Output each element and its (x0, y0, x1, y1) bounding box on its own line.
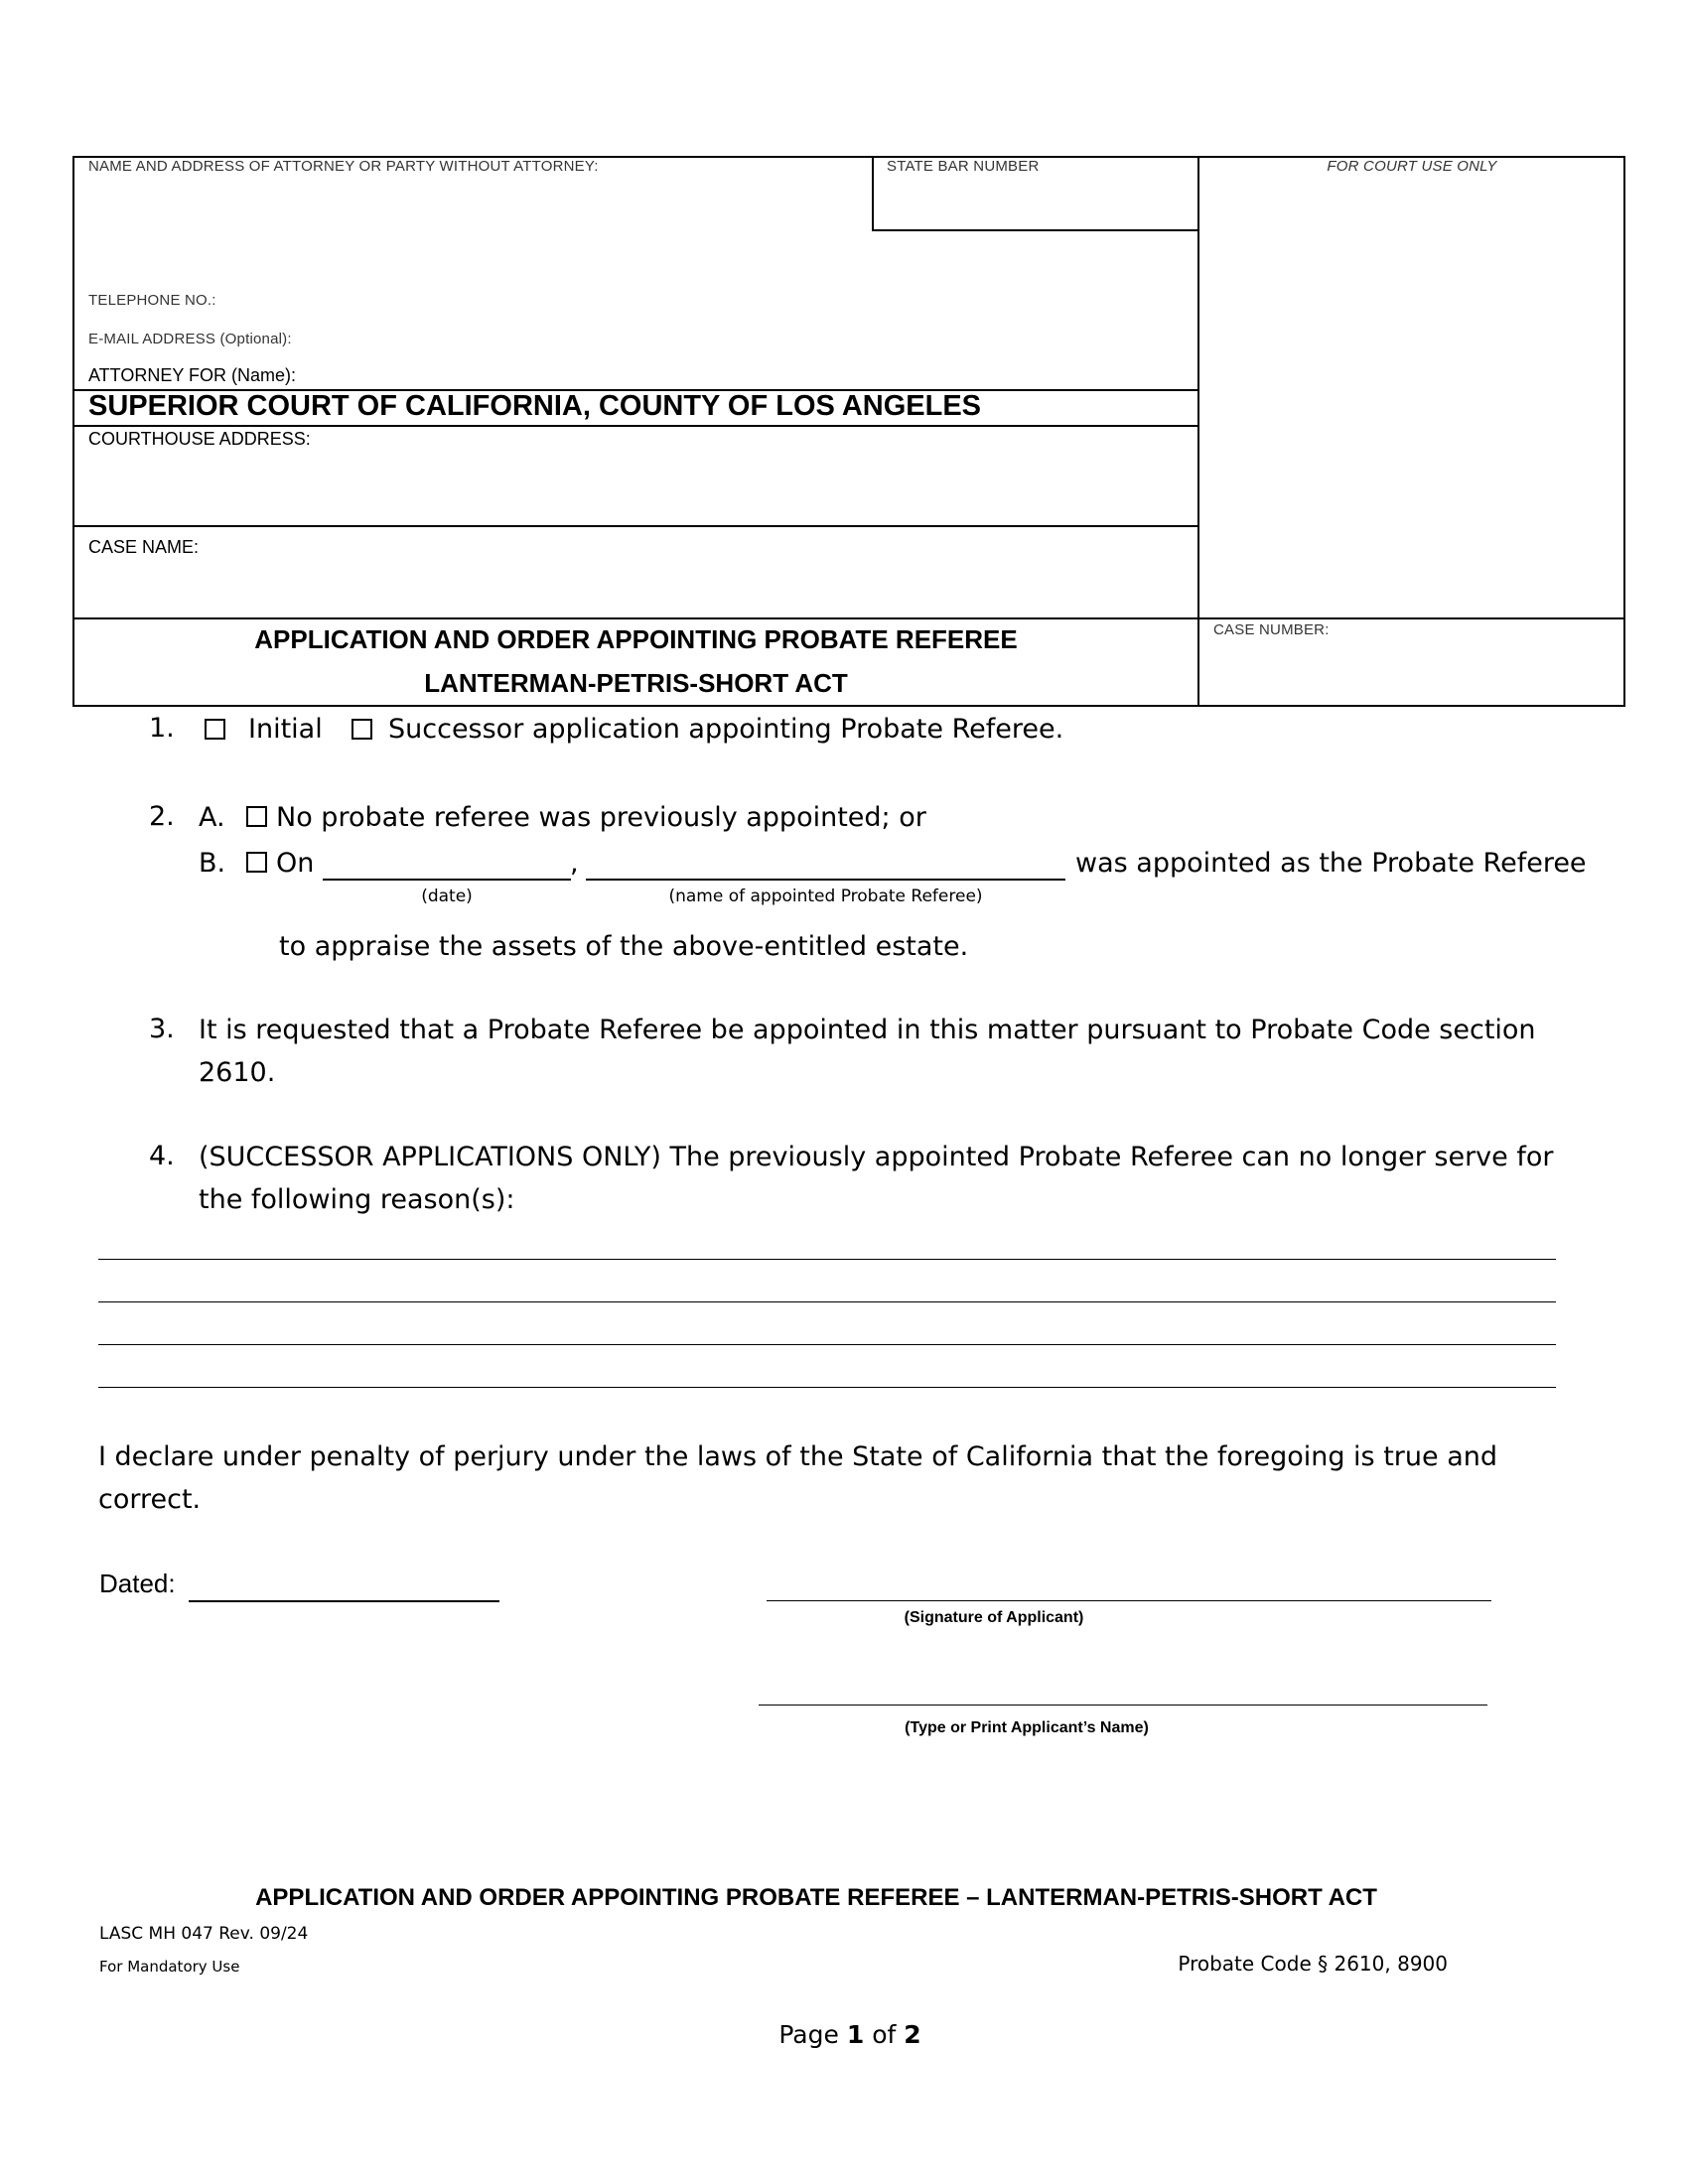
courthouse-address-label: COURTHOUSE ADDRESS: (88, 429, 311, 449)
attorney-name-address-label: NAME AND ADDRESS OF ATTORNEY OR PARTY WITHOUT ATTORNEY: (88, 158, 599, 175)
item2-number: 2. (149, 801, 175, 832)
email-field[interactable] (318, 327, 854, 352)
declaration-line2: correct. (98, 1484, 202, 1515)
page-number (0, 2020, 1688, 2049)
telephone-label: TELEPHONE NO.: (88, 292, 216, 309)
attorney-for-field[interactable] (298, 361, 854, 387)
case-name-label: CASE NAME: (88, 537, 200, 557)
date-caption: (date) (421, 887, 473, 906)
item4-line2: the following reason(s): (199, 1184, 515, 1215)
appointed-referee-name-field[interactable] (586, 849, 1065, 881)
mandatory-use: For Mandatory Use (99, 1958, 240, 1976)
form-title-line2: LANTERMAN-PETRIS-SHORT ACT (424, 668, 848, 698)
court-use-only-label: FOR COURT USE ONLY (1327, 158, 1497, 175)
successor-checkbox[interactable] (352, 719, 372, 740)
initial-label: Initial (248, 714, 323, 745)
form-id: LASC MH 047 Rev. 09/24 (99, 1924, 309, 1944)
dated-field[interactable] (189, 1570, 499, 1602)
item2b-on: On (276, 848, 315, 879)
item2b-after: was appointed as the Probate Referee (1075, 848, 1587, 879)
page-word: Page (778, 2020, 839, 2049)
item2b-label: B. (199, 848, 226, 879)
item1-number: 1. (149, 713, 175, 744)
telephone-field[interactable] (238, 288, 854, 314)
state-bar-number-field[interactable] (878, 181, 1194, 226)
probate-code-reference: Probate Code § 2610, 8900 (1178, 1952, 1448, 1976)
declaration-line1: I declare under penalty of perjury under the laws of the State of California that the foregoing is true and (98, 1441, 1497, 1472)
page-of: of (872, 2020, 897, 2049)
courthouse-address-field[interactable] (83, 453, 1186, 520)
footer-title: APPLICATION AND ORDER APPOINTING PROBATE REFEREE – LANTERMAN-PETRIS-SHORT ACT (255, 1884, 1377, 1911)
case-name-field[interactable] (83, 562, 1186, 614)
dated-label: Dated: (99, 1569, 176, 1598)
court-name: SUPERIOR COURT OF CALIFORNIA, COUNTY OF LOS ANGELES (88, 390, 982, 422)
item2b-continuation: to appraise the assets of the above-entitled estate. (279, 931, 969, 962)
email-label: E-MAIL ADDRESS (Optional): (88, 331, 292, 347)
attorney-for-label: ATTORNEY FOR (Name): (88, 365, 297, 385)
page-current: 1 (846, 2020, 865, 2049)
item4-line1: (SUCCESSOR APPLICATIONS ONLY) The previously appointed Probate Referee can no longer serve for (199, 1142, 1554, 1172)
case-number-label: CASE NUMBER: (1213, 621, 1330, 638)
applicant-name-caption: (Type or Print Applicant’s Name) (905, 1719, 1149, 1736)
reason-line-1[interactable] (98, 1229, 1556, 1260)
appointment-date-field[interactable] (323, 849, 571, 881)
successor-label: Successor application appointing Probate Referee. (388, 714, 1064, 745)
item3-number: 3. (149, 1014, 175, 1044)
item2a-checkbox[interactable] (246, 806, 267, 827)
item2a-label: A. (199, 802, 225, 833)
item3-line2: 2610. (199, 1057, 276, 1088)
referee-name-caption: (name of appointed Probate Referee) (668, 887, 983, 906)
page-total: 2 (904, 2020, 921, 2049)
reason-line-2[interactable] (98, 1272, 1556, 1302)
attorney-name-address-field[interactable] (83, 181, 858, 280)
item2b-comma: , (570, 848, 579, 879)
item2a-text: No probate referee was previously appointed; or (276, 802, 926, 833)
item4-number: 4. (149, 1141, 175, 1171)
item3-line1: It is requested that a Probate Referee be appointed in this matter pursuant to Probate Code section (199, 1015, 1536, 1045)
state-bar-number-label: STATE BAR NUMBER (887, 158, 1040, 175)
reason-line-3[interactable] (98, 1314, 1556, 1345)
initial-checkbox[interactable] (205, 719, 225, 740)
item2b-checkbox[interactable] (246, 852, 267, 873)
reason-line-4[interactable] (98, 1357, 1556, 1388)
form-title-line1: APPLICATION AND ORDER APPOINTING PROBATE REFEREE (254, 624, 1018, 654)
case-number-field[interactable] (1207, 645, 1615, 699)
signature-line[interactable] (767, 1570, 1491, 1601)
applicant-name-line[interactable] (759, 1675, 1487, 1706)
signature-caption: (Signature of Applicant) (904, 1609, 1084, 1626)
